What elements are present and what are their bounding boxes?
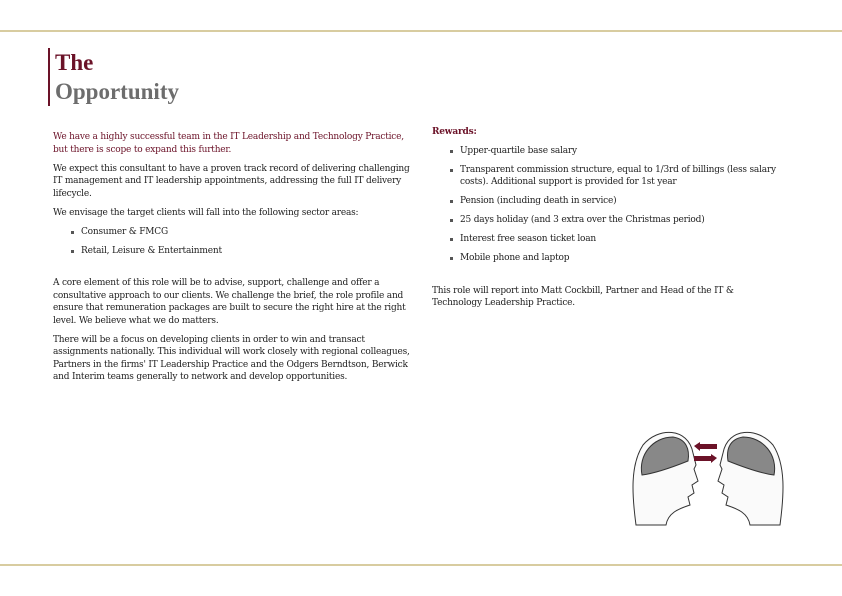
sectors-paragraph: We envisage the target clients will fall into the following sector areas: [53, 207, 359, 218]
list-item: 25 days holiday (and 3 extra over the Christmas period) [432, 214, 782, 227]
list-item: Interest free season ticket loan [432, 233, 782, 246]
list-item: Upper-quartile base salary [432, 145, 782, 158]
rewards-list [432, 145, 782, 265]
title-line-2: Opportunity [55, 79, 179, 104]
top-rule [0, 30, 842, 32]
list-item: Transparent commission structure, equal to 1/3rd of billings (less salary costs). Additional support is provided for 1st year [432, 164, 782, 189]
title-line-1: The [55, 50, 94, 75]
list-item: Retail, Leisure & Entertainment [53, 245, 413, 258]
right-column [432, 126, 782, 316]
sector-list [53, 226, 413, 258]
exchange-arrows-icon [694, 442, 717, 463]
intro-paragraph: We have a highly successful team in the IT Leadership and Technology Practice, but there is scope to expand this further. [53, 132, 404, 155]
focus-paragraph: There will be a focus on developing clients in order to win and transact assignments nationally. This individual will work closely with regional colleagues, Partners in the firms' IT Leadership Practice and the Odgers Berndtson, Berwick and Interim teams generally to network and develop opportunities. [53, 334, 410, 382]
left-column [53, 131, 413, 390]
list-item: Pension (including death in service) [432, 195, 782, 208]
core-element-paragraph: A core element of this role will be to advise, support, challenge and offer a consultative approach to our clients. We challenge the brief, the role profile and ensure that remuneration packages are built to secure the right hire at the right level. We believe what we do matters. [53, 278, 406, 326]
right-head-icon [718, 432, 783, 525]
two-heads-illustration [628, 425, 788, 530]
left-head-icon [633, 432, 698, 525]
bottom-rule [0, 564, 842, 566]
list-item: Consumer & FMCG [53, 226, 413, 239]
reporting-paragraph: This role will report into Matt Cockbill, Partner and Head of the IT & Technology Leadership Practice. [432, 285, 734, 308]
list-item: Mobile phone and laptop [432, 252, 782, 265]
page-title [48, 48, 179, 106]
rewards-heading: Rewards: [432, 127, 477, 137]
experience-paragraph: We expect this consultant to have a proven track record of delivering challenging IT management and IT leadership appointments, addressing the full IT delivery lifecycle. [53, 163, 410, 199]
